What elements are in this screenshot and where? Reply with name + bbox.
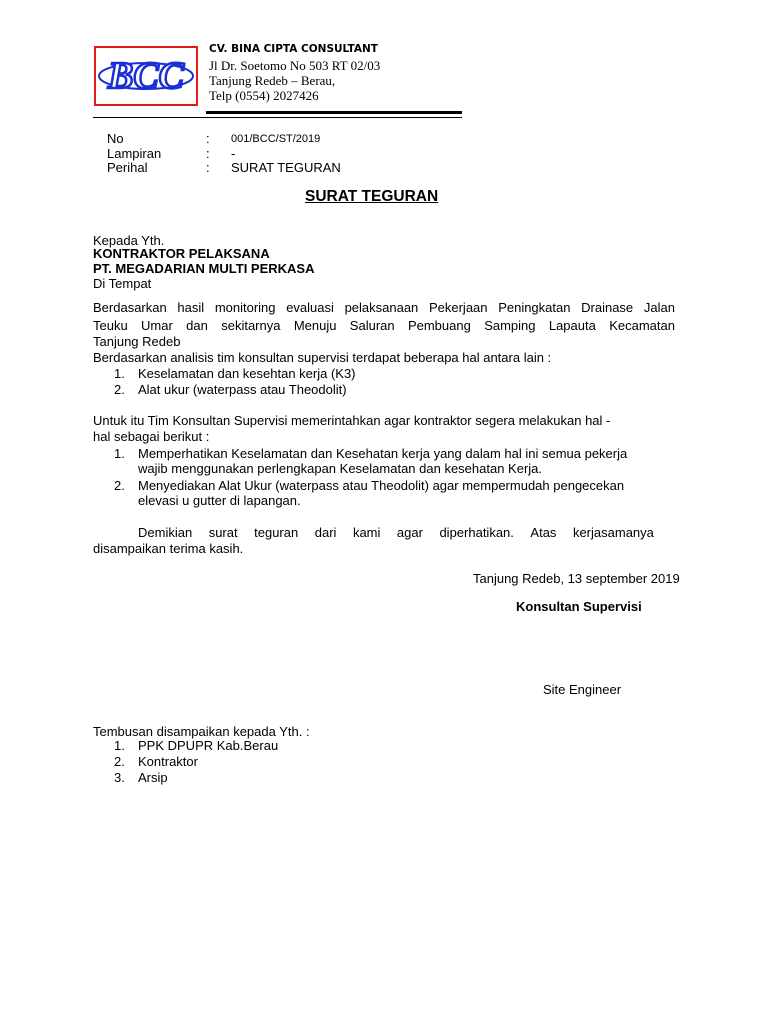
paragraph1-line1 (93, 300, 675, 315)
paragraph1-line3: Tanjung Redeb (93, 334, 181, 349)
cc-number: 2. (114, 754, 125, 769)
recipient-line2: PT. MEGADARIAN MULTI PERKASA (93, 261, 315, 276)
paragraph1-word: Jalan (643, 300, 675, 315)
paragraph1-word: Pembuang (407, 318, 471, 333)
meta-colon: : (206, 131, 210, 146)
recipient-line1: KONTRAKTOR PELAKSANA (93, 246, 270, 261)
company-phone: Telp (0554) 2027426 (209, 88, 319, 103)
paragraph1-word: Pekerjaan (428, 300, 488, 315)
company-address-line2: Tanjung Redeb – Berau, (209, 73, 336, 88)
list1-item: Keselamatan dan kesehtan kerja (K3) (138, 366, 356, 381)
closing-word: kerjasamanya (572, 525, 654, 540)
paragraph1-word: sekitarnya (221, 318, 281, 333)
paragraph1-word: Samping (484, 318, 536, 333)
paragraph1-word: Umar (141, 318, 173, 333)
closing-word: Atas (530, 525, 557, 540)
meta-perihal-label: Perihal (107, 160, 148, 175)
paragraph1-word: Saluran (349, 318, 395, 333)
closing-word: kami (352, 525, 381, 540)
paragraph1-word: monitoring (214, 300, 276, 315)
company-address-line1: Jl Dr. Soetomo No 503 RT 02/03 (209, 58, 381, 73)
bcc-logo (94, 46, 198, 106)
list2-item-line2: elevasi u gutter di lapangan. (138, 493, 301, 508)
paragraph1-word: Kecamatan (609, 318, 675, 333)
paragraph1-word: Teuku (93, 318, 128, 333)
place-date: Tanjung Redeb, 13 september 2019 (473, 571, 680, 586)
closing-word: surat (208, 525, 238, 540)
paragraph1-word: Drainase (581, 300, 634, 315)
cc-item: PPK DPUPR Kab.Berau (138, 738, 279, 753)
paragraph1-word: evaluasi (286, 300, 334, 315)
paragraph1-word: Peningkatan (498, 300, 571, 315)
paragraph1-word: pelaksanaan (344, 300, 419, 315)
paragraph1-word: Menuju (293, 318, 337, 333)
recipient-greeting: Kepada Yth. (93, 233, 165, 248)
closing-word: agar (396, 525, 423, 540)
meta-lampiran-value: - (231, 146, 236, 161)
paragraph3-line1: Untuk itu Tim Konsultan Supervisi memerintahkan agar kontraktor segera melakukan hal - (93, 413, 611, 428)
list1-number: 2. (114, 382, 125, 397)
cc-number: 1. (114, 738, 125, 753)
list2-item-line1: Memperhatikan Keselamatan dan Kesehatan kerja yang dalam hal ini semua pekerja (138, 446, 628, 461)
cc-heading: Tembusan disampaikan kepada Yth. : (93, 724, 310, 739)
letterhead-rule-thin (93, 117, 462, 118)
paragraph1-line2 (93, 318, 675, 333)
meta-colon: : (206, 160, 210, 175)
list1-number: 1. (114, 366, 125, 381)
closing-word: dari (314, 525, 337, 540)
list2-item-line1: Menyediakan Alat Ukur (waterpass atau Theodolit) agar mempermudah pengecekan (138, 478, 625, 493)
list2-item-line2: wajib menggunakan perlengkapan Keselamatan dan kesehatan Kerja. (138, 461, 543, 476)
paragraph2: Berdasarkan analisis tim konsultan supervisi terdapat beberapa hal antara lain : (93, 350, 552, 365)
closing-line1 (138, 525, 654, 540)
company-name: CV. BINA CIPTA CONSULTANT (209, 43, 378, 55)
meta-lampiran-label: Lampiran (107, 146, 162, 161)
signer-title: Site Engineer (543, 682, 622, 697)
letterhead-rule-thick (206, 111, 462, 114)
meta-no-label: No (107, 131, 124, 146)
closing-word: diperhatikan. (439, 525, 514, 540)
paragraph3-line2: hal sebagai berikut : (93, 429, 210, 444)
paragraph1-word: Berdasarkan (93, 300, 167, 315)
paragraph1-word: Lapauta (548, 318, 596, 333)
paragraph1-word: dan (186, 318, 208, 333)
list2-number: 2. (114, 478, 125, 493)
svg-text:BCC: BCC (107, 55, 185, 97)
meta-colon: : (206, 146, 210, 161)
list2-number: 1. (114, 446, 125, 461)
recipient-place: Di Tempat (93, 276, 152, 291)
closing-line2: disampaikan terima kasih. (93, 541, 244, 556)
list1-item: Alat ukur (waterpass atau Theodolit) (138, 382, 347, 397)
closing-word: Demikian (138, 525, 193, 540)
cc-item: Kontraktor (138, 754, 198, 769)
cc-item: Arsip (138, 770, 168, 785)
letter-title: SURAT TEGURAN (305, 188, 439, 205)
paragraph1-word: hasil (177, 300, 205, 315)
cc-number: 3. (114, 770, 125, 785)
closing-word: teguran (254, 525, 299, 540)
meta-no-value: 001/BCC/ST/2019 (231, 133, 321, 145)
meta-perihal-value: SURAT TEGURAN (231, 160, 341, 175)
signature-role: Konsultan Supervisi (516, 599, 642, 614)
